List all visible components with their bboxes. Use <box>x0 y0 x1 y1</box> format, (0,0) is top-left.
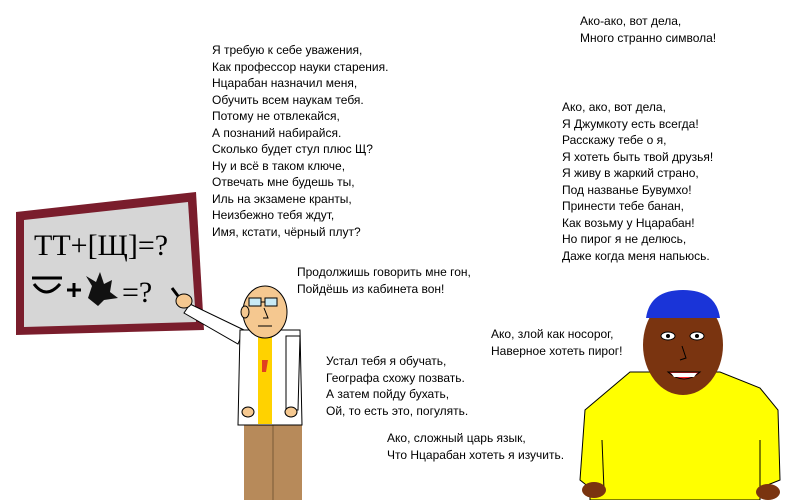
verse-line: Ако, злой как носорог, <box>491 327 614 341</box>
verse-line: Я живу в жаркий страно, <box>562 166 699 180</box>
professor-head <box>243 286 287 338</box>
student-left-hand <box>582 482 606 498</box>
professor-shirt <box>258 332 272 424</box>
professor-hand <box>176 294 192 308</box>
verse-line: А познаний набирайся. <box>212 125 342 140</box>
verse-line: Что Нцарабан хотеть я изучить. <box>387 447 565 462</box>
blackboard-row-2-tail: =? <box>122 276 153 309</box>
professor-tired <box>326 353 468 419</box>
verse-line: Неизбежно тебя ждут, <box>212 208 335 222</box>
blackboard <box>16 192 204 335</box>
verse-line: Географа схожу позвать. <box>326 370 465 385</box>
verse-line: Имя, кстати, чёрный плут? <box>212 224 361 239</box>
verse-line: Ну и всё в таком ключе, <box>212 158 346 173</box>
verse-line: Но пирог я не делюсь, <box>562 232 687 246</box>
verse-line: Нцарабан назначил меня, <box>212 76 358 90</box>
verse-line: Потому не отвлекайся, <box>212 109 340 123</box>
verse-line: Принести тебе банан, <box>562 199 685 213</box>
professor-right-hand <box>285 407 297 417</box>
verse-line: Как возьму у Нцарабан! <box>562 215 695 230</box>
student-verse <box>562 99 713 264</box>
verse-line: Как профессор науки старения. <box>212 59 389 74</box>
verse-line: Даже когда меня напьюсь. <box>562 248 710 263</box>
professor-verse <box>212 42 388 240</box>
verse-line: Продолжишь говорить мне гон, <box>297 265 471 279</box>
professor-ear <box>241 306 249 318</box>
verse-line: А затем пойду бухать, <box>326 387 450 401</box>
verse-line: Я хотеть быть твой друзья! <box>562 149 714 164</box>
verse-line: Расскажу тебе о я, <box>562 133 667 147</box>
verse-line: Ой, то есть это, погулять. <box>326 403 469 418</box>
verse-line: Ако, сложный царь язык, <box>387 431 526 445</box>
student-intro <box>580 13 716 46</box>
professor-left-hand <box>242 407 254 417</box>
blackboard-row-1: ТТ+[Щ]=? <box>34 229 169 262</box>
professor-threat <box>297 264 471 297</box>
verse-line: Наверное хотеть пирог! <box>491 343 623 358</box>
student-right-hand <box>756 484 780 500</box>
verse-line: Ако, ако, вот дела, <box>562 100 666 114</box>
verse-line: Отвечать мне будешь ты, <box>212 175 355 189</box>
blackboard-surface <box>24 202 196 327</box>
verse-line: Ако-ако, вот дела, <box>580 14 682 28</box>
verse-line: Обучить всем наукам тебя. <box>212 92 364 107</box>
student-figure <box>580 290 780 500</box>
verse-line: Иль на экзамене кранты, <box>212 191 352 206</box>
verse-line: Я Джумкоту есть всегда! <box>562 116 699 131</box>
student-final <box>387 430 564 463</box>
verse-line: Много странно символа! <box>580 30 717 45</box>
verse-line: Пойдёшь из кабинета вон! <box>297 281 445 296</box>
student-cap <box>646 290 720 318</box>
verse-line: Устал тебя я обучать, <box>326 354 447 368</box>
professor-right-arm <box>286 336 300 410</box>
verse-line: Под названье Бувумхо! <box>562 182 692 197</box>
verse-line: Я требую к себе уважения, <box>212 43 363 57</box>
student-angry <box>491 326 623 359</box>
verse-line: Сколько будет стул плюс Щ? <box>212 142 373 156</box>
